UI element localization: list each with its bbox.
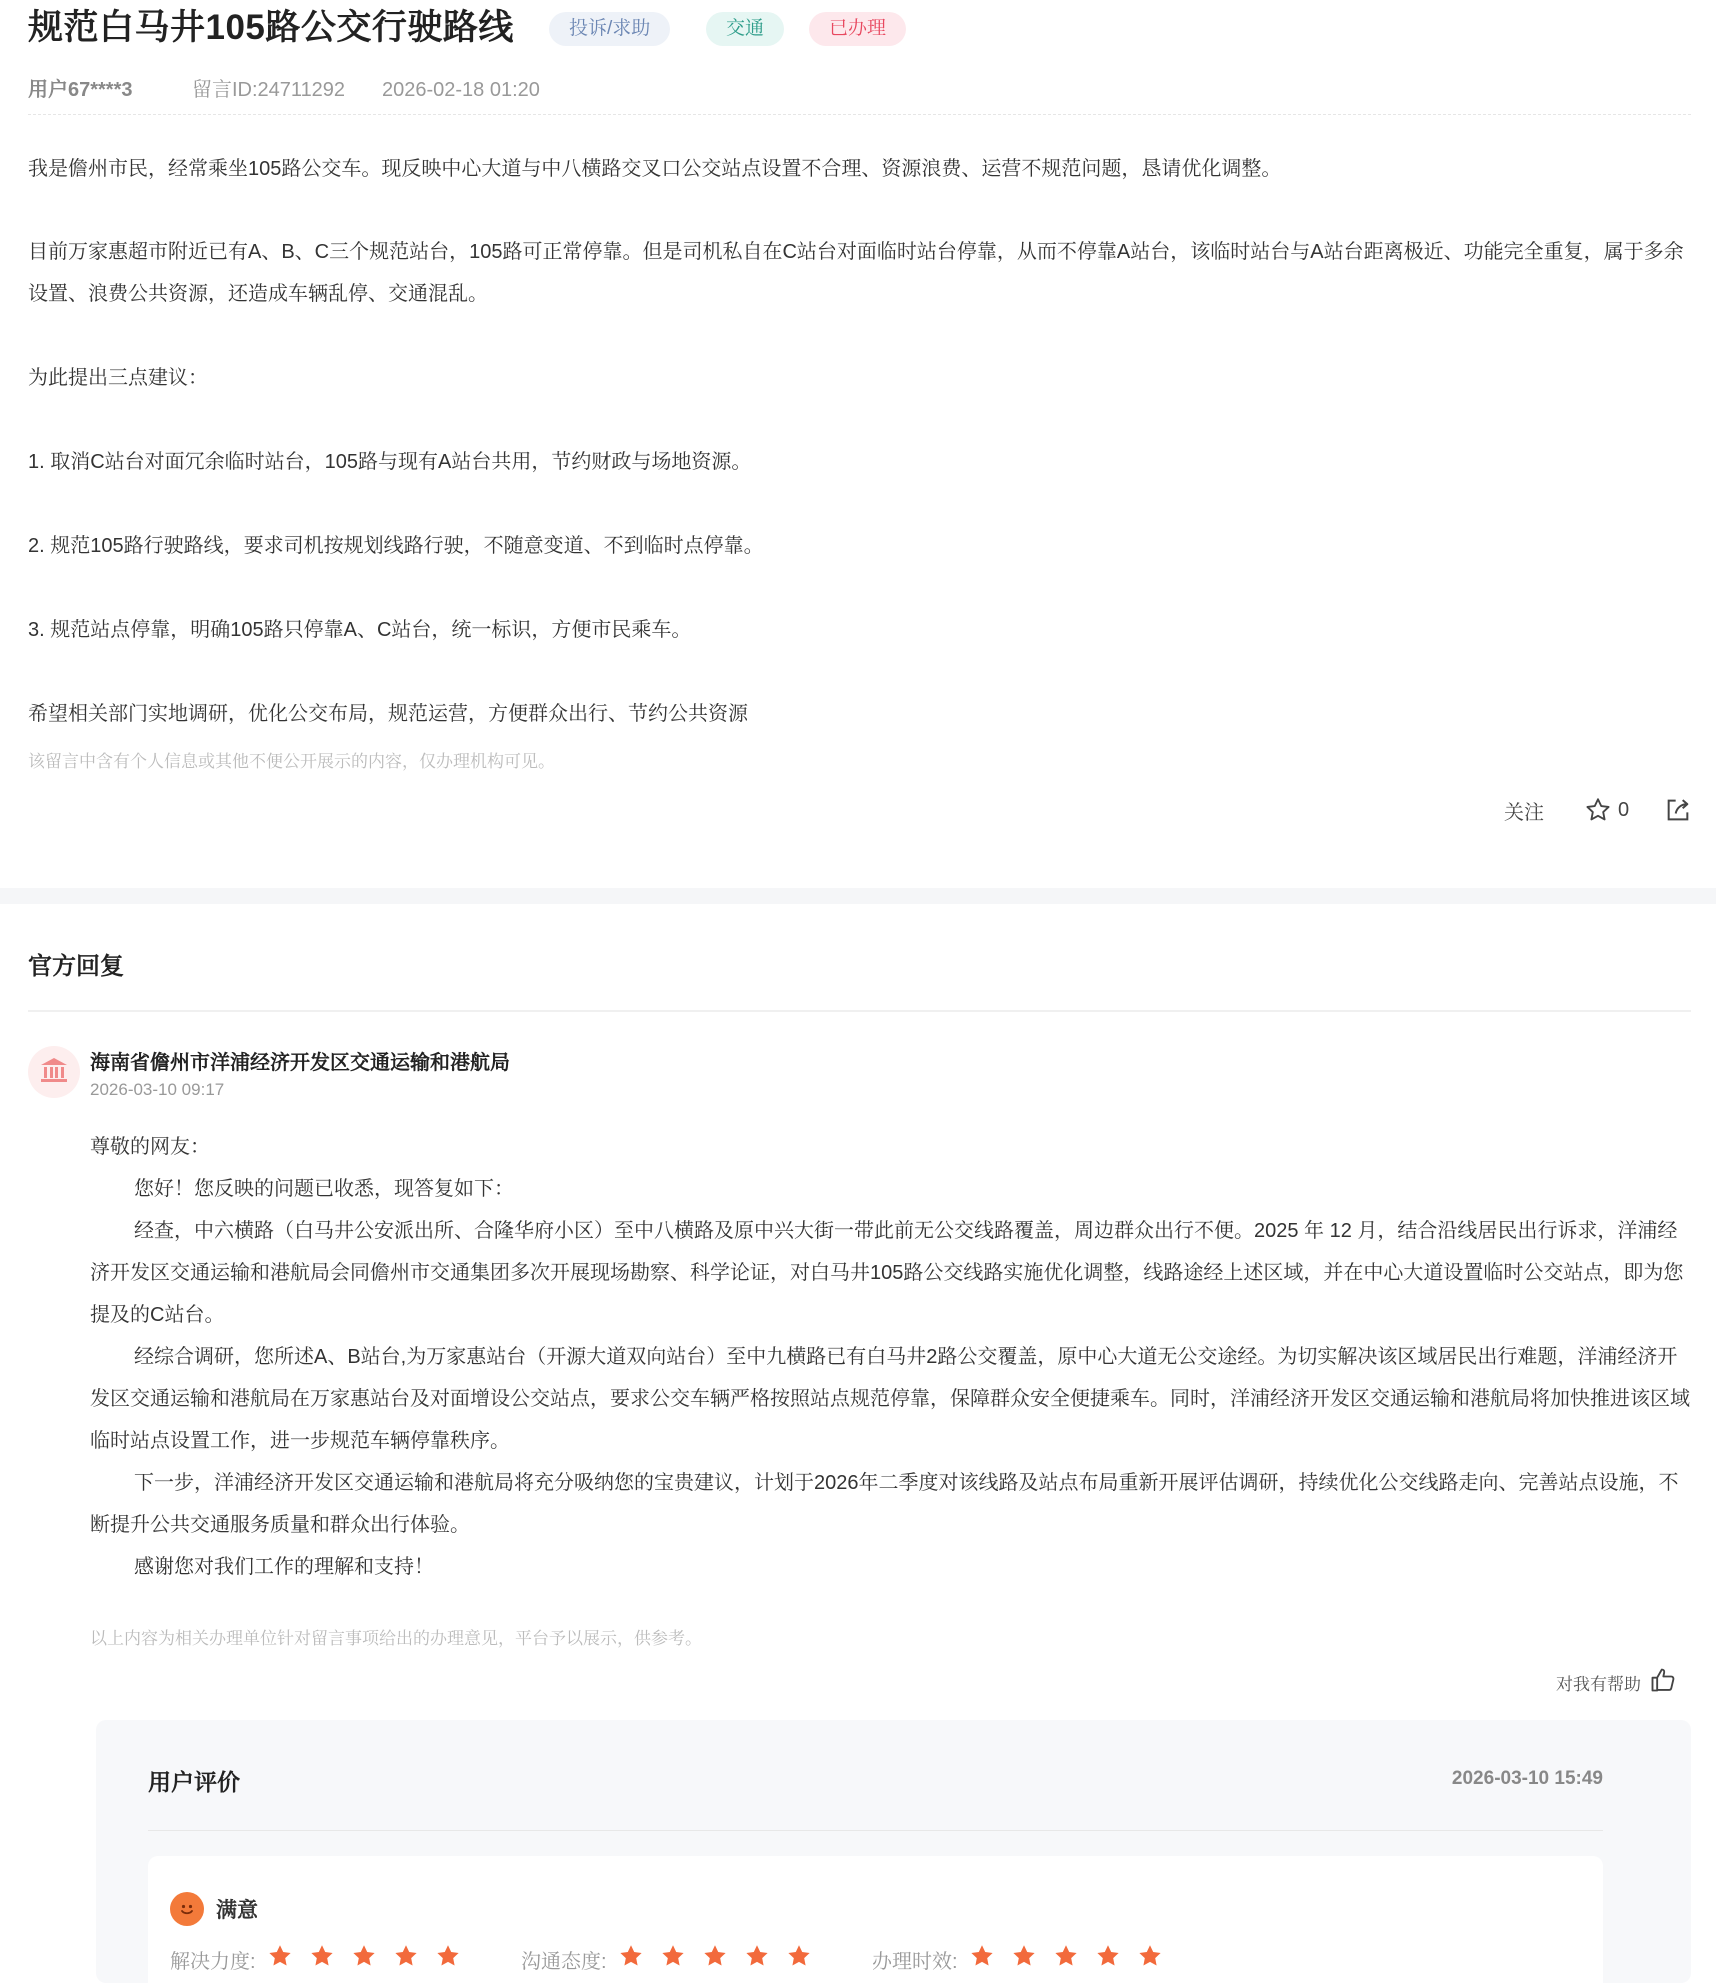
helpful-button[interactable] <box>1556 1666 1677 1699</box>
rating-timeliness <box>872 1942 1178 1976</box>
share-button[interactable] <box>1664 794 1692 826</box>
star-icon <box>743 1942 771 1976</box>
reply-paragraph: 下一步，洋浦经济开发区交通运输和港航局将充分吸纳您的宝贵建议，计划于2026年二季度对该线路及站点布局重新开展评估调研，持续优化公交线路走向、完善站点设施，不断提升公共交通服务质量和群众出行体验。 <box>90 1472 1679 1536</box>
reply-greeting: 尊敬的网友： <box>90 1136 210 1158</box>
reply-section-title: 官方回复 <box>28 953 124 980</box>
status-badge: 已办理 <box>809 12 906 46</box>
favorite-button[interactable] <box>1584 794 1629 826</box>
thumbs-up-icon <box>1641 1666 1677 1699</box>
star-outline-icon <box>1584 796 1612 824</box>
privacy-note: 该留言中含有个人信息或其他不便公开展示的内容，仅办理机构可见。 <box>28 752 555 771</box>
message-paragraph: 2. 规范105路行驶路线，要求司机按规划线路行驶，不随意变道、不到临时点停靠。 <box>28 535 764 557</box>
star-icon <box>659 1942 687 1976</box>
star-icon <box>968 1942 996 1976</box>
follow-label: 关注 <box>1504 801 1544 824</box>
star-icon <box>1010 1942 1038 1976</box>
message-title: 规范白马井105路公交行驶路线 <box>28 8 514 47</box>
user-evaluation-panel <box>96 1720 1691 1983</box>
follow-button[interactable] <box>1504 794 1544 826</box>
message-paragraph: 目前万家惠超市附近已有A、B、C三个规范站台，105路可正常停靠。但是司机私自在C站台对面临时站台停靠，从而不停靠A站台，该临时站台与A站台距离极近、功能完全重复，属于多余设置、浪费公共资源，还造成车辆乱停、交通混乱。 <box>28 241 1684 305</box>
rating-label: 办理时效: <box>872 1950 958 1973</box>
star-icon <box>350 1942 378 1976</box>
evaluation-title: 用户评价 <box>148 1769 240 1795</box>
official-reply-section <box>0 904 1716 1983</box>
star-icon <box>392 1942 420 1976</box>
section-separator <box>0 888 1716 904</box>
star-rating <box>968 1942 1178 1976</box>
org-name: 海南省儋州市洋浦经济开发区交通运输和港航局 <box>90 1052 510 1074</box>
author-name: 用户67****3 <box>28 79 133 101</box>
evaluation-date: 2026-03-10 15:49 <box>1451 1768 1603 1789</box>
reply-paragraph: 经查，中六横路（白马井公安派出所、合隆华府小区）至中八横路及原中兴大街一带此前无公交线路覆盖，周边群众出行不便。2025 年 12 月，结合沿线居民出行诉求，洋浦经济开发区交通运输和港航局会同儋州市交通集团多次开展现场勘察、科学论证，对白马井105路公交线路实施优化调整，线路途经上述区域，并在中心大道设置临时公交站点，即为您提及的C站台。 <box>90 1220 1684 1326</box>
message-paragraph: 希望相关部门实地调研，优化公交布局，规范运营，方便群众出行、节约公共资源 <box>28 703 748 725</box>
field-tag: 交通 <box>706 12 784 46</box>
government-building-icon <box>39 1056 69 1089</box>
reply-paragraph: 您好！您反映的问题已收悉，现答复如下： <box>134 1178 514 1200</box>
star-icon <box>701 1942 729 1976</box>
star-rating <box>266 1942 476 1976</box>
message-paragraph: 为此提出三点建议： <box>28 367 208 389</box>
star-icon <box>785 1942 813 1976</box>
reply-disclaimer: 以上内容为相关办理单位针对留言事项给出的办理意见，平台予以展示，供参考。 <box>90 1629 702 1648</box>
message-id: 留言ID:24711292 <box>192 79 346 101</box>
share-icon <box>1664 796 1692 824</box>
message-paragraph: 3. 规范站点停靠，明确105路只停靠A、C站台，统一标识，方便市民乘车。 <box>28 619 692 641</box>
evaluation-card <box>148 1856 1603 1983</box>
star-icon <box>617 1942 645 1976</box>
favorite-count: 0 <box>1618 798 1630 821</box>
smiley-face-icon <box>170 1892 204 1926</box>
star-rating <box>617 1942 827 1976</box>
reply-paragraph: 经综合调研，您所述A、B站台,为万家惠站台（开源大道双向站台）至中九横路已有白马井2路公交覆盖，原中心大道无公交途经。为切实解决该区域居民出行难题，洋浦经济开发区交通运输和港航局在万家惠站台及对面增设公交站点，要求公交车辆严格按照站点规范停靠，保障群众安全便捷乘车。同时，洋浦经济开发区交通运输和港航局将加快推进该区域临时站点设置工作，进一步规范车辆停靠秩序。 <box>90 1346 1690 1452</box>
helpful-label: 对我有帮助 <box>1556 1675 1641 1694</box>
star-icon <box>1136 1942 1164 1976</box>
reply-divider <box>28 1010 1691 1012</box>
message-date: 2026-02-18 01:20 <box>382 79 540 101</box>
evaluation-divider <box>148 1830 1603 1831</box>
rating-label: 沟通态度: <box>521 1950 607 1973</box>
star-icon <box>1052 1942 1080 1976</box>
rating-label: 解决力度: <box>170 1950 256 1973</box>
star-icon <box>266 1942 294 1976</box>
star-icon <box>1094 1942 1122 1976</box>
satisfaction-label: 满意 <box>216 1899 258 1922</box>
message-paragraph: 1. 取消C站台对面冗余临时站台，105路与现有A站台共用，节约财政与场地资源。 <box>28 451 752 473</box>
rating-resolution <box>170 1942 476 1976</box>
message-paragraph: 我是儋州市民，经常乘坐105路公交车。现反映中心大道与中八横路交叉口公交站点设置不合理、资源浪费、运营不规范问题，恳请优化调整。 <box>28 158 1282 180</box>
message-section <box>0 0 1716 888</box>
header-divider <box>28 114 1691 115</box>
rating-communication <box>521 1942 827 1976</box>
org-avatar <box>28 1046 80 1098</box>
reply-paragraph: 感谢您对我们工作的理解和支持！ <box>134 1556 434 1578</box>
reply-time: 2026-03-10 09:17 <box>90 1080 225 1099</box>
category-tag: 投诉/求助 <box>549 12 670 46</box>
star-icon <box>308 1942 336 1976</box>
star-icon <box>434 1942 462 1976</box>
